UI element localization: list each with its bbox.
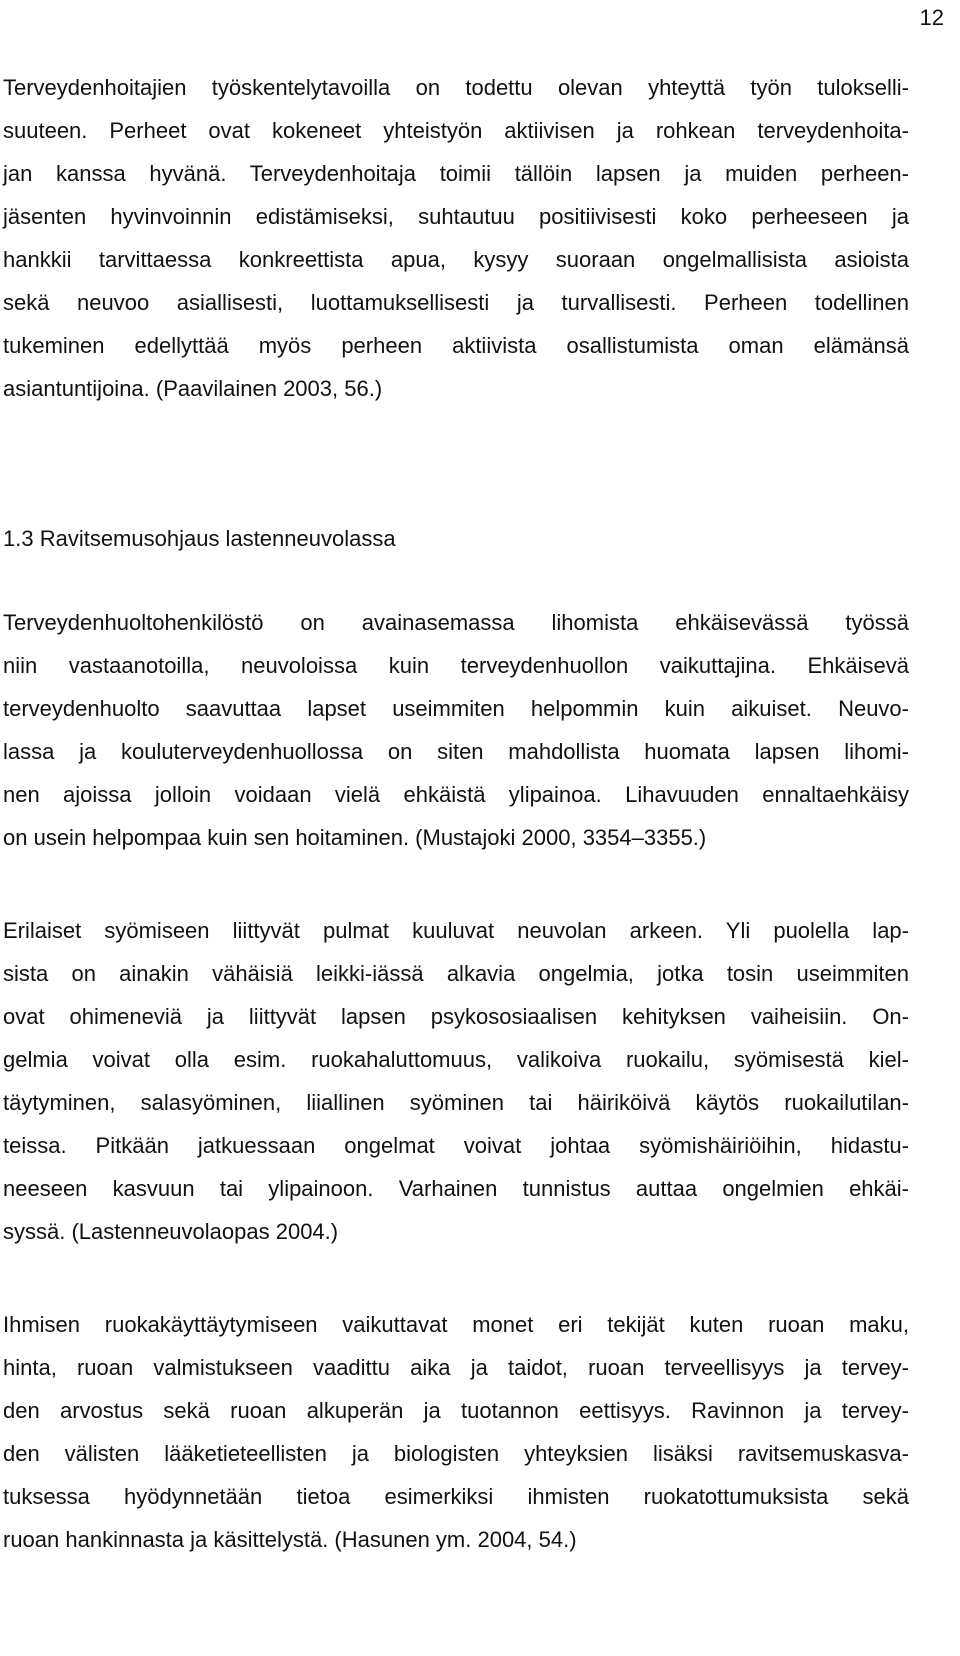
text-line: jäsenten hyvinvoinnin edistämiseksi, suhtautuu positiivisesti koko perheeseen ja — [3, 204, 909, 229]
text-line: den välisten lääketieteellisten ja biologisten yhteyksien lisäksi ravitsemuskasva- — [3, 1441, 909, 1466]
section-heading: 1.3 Ravitsemusohjaus lastenneuvolassa — [3, 526, 396, 551]
text-line: nen ajoissa jolloin voidaan vielä ehkäistä ylipainoa. Lihavuuden ennaltaehkäisy — [3, 782, 909, 807]
text-line: on usein helpompaa kuin sen hoitaminen. (Mustajoki 2000, 3354–3355.) — [3, 825, 707, 850]
text-line: sekä neuvoo asiallisesti, luottamuksellisesti ja turvallisesti. Perheen todellinen — [3, 290, 909, 315]
text-line: suuteen. Perheet ovat kokeneet yhteistyön aktiivisen ja rohkean terveydenhoita- — [3, 118, 909, 143]
text-line: syssä. (Lastenneuvolaopas 2004.) — [3, 1219, 339, 1244]
text-line: täytyminen, salasyöminen, liiallinen syöminen tai häiriköivä käytös ruokailutilan- — [3, 1090, 909, 1115]
text-line: hinta, ruoan valmistukseen vaadittu aika ja taidot, ruoan terveellisyys ja tervey- — [3, 1355, 909, 1380]
text-line: tuksessa hyödynnetään tietoa esimerkiksi ihmisten ruokatottumuksista sekä — [3, 1484, 909, 1509]
text-line: Terveydenhoitajien työskentelytavoilla on todettu olevan yhteyttä työn tulokselli- — [3, 75, 909, 100]
text-line: hankkii tarvittaessa konkreettista apua, kysyy suoraan ongelmallisista asioista — [3, 247, 909, 272]
text-line: lassa ja kouluterveydenhuollossa on siten mahdollista huomata lapsen lihomi- — [3, 739, 909, 764]
text-line: niin vastaanotoilla, neuvoloissa kuin terveydenhuollon vaikuttajina. Ehkäisevä — [3, 653, 909, 678]
text-line: asiantuntijoina. (Paavilainen 2003, 56.) — [3, 376, 383, 401]
text-line: neeseen kasvuun tai ylipainoon. Varhainen tunnistus auttaa ongelmien ehkäi- — [3, 1176, 909, 1201]
text-line: gelmia voivat olla esim. ruokahaluttomuus, valikoiva ruokailu, syömisestä kiel- — [3, 1047, 909, 1072]
text-line: ovat ohimeneviä ja liittyvät lapsen psykososiaalisen kehityksen vaiheisiin. On- — [3, 1004, 909, 1029]
text-line: sista on ainakin vähäisiä leikki-iässä alkavia ongelmia, jotka tosin useimmiten — [3, 961, 909, 986]
text-line: terveydenhuolto saavuttaa lapset useimmiten helpommin kuin aikuiset. Neuvo- — [3, 696, 909, 721]
text-line: Ihmisen ruokakäyttäytymiseen vaikuttavat monet eri tekijät kuten ruoan maku, — [3, 1312, 909, 1337]
text-line: den arvostus sekä ruoan alkuperän ja tuotannon eettisyys. Ravinnon ja tervey- — [3, 1398, 909, 1423]
text-line: Terveydenhuoltohenkilöstö on avainasemassa lihomista ehkäisevässä työssä — [3, 610, 909, 635]
page-number: 12 — [919, 5, 944, 30]
text-line: tukeminen edellyttää myös perheen aktiivista osallistumista oman elämänsä — [3, 333, 909, 358]
text-line: teissa. Pitkään jatkuessaan ongelmat voivat johtaa syömishäiriöihin, hidastu- — [3, 1133, 909, 1158]
text-line: Erilaiset syömiseen liittyvät pulmat kuuluvat neuvolan arkeen. Yli puolella lap- — [3, 918, 909, 943]
text-line: ruoan hankinnasta ja käsittelystä. (Hasunen ym. 2004, 54.) — [3, 1527, 577, 1552]
text-line: jan kanssa hyvänä. Terveydenhoitaja toimii tällöin lapsen ja muiden perheen- — [3, 161, 909, 186]
